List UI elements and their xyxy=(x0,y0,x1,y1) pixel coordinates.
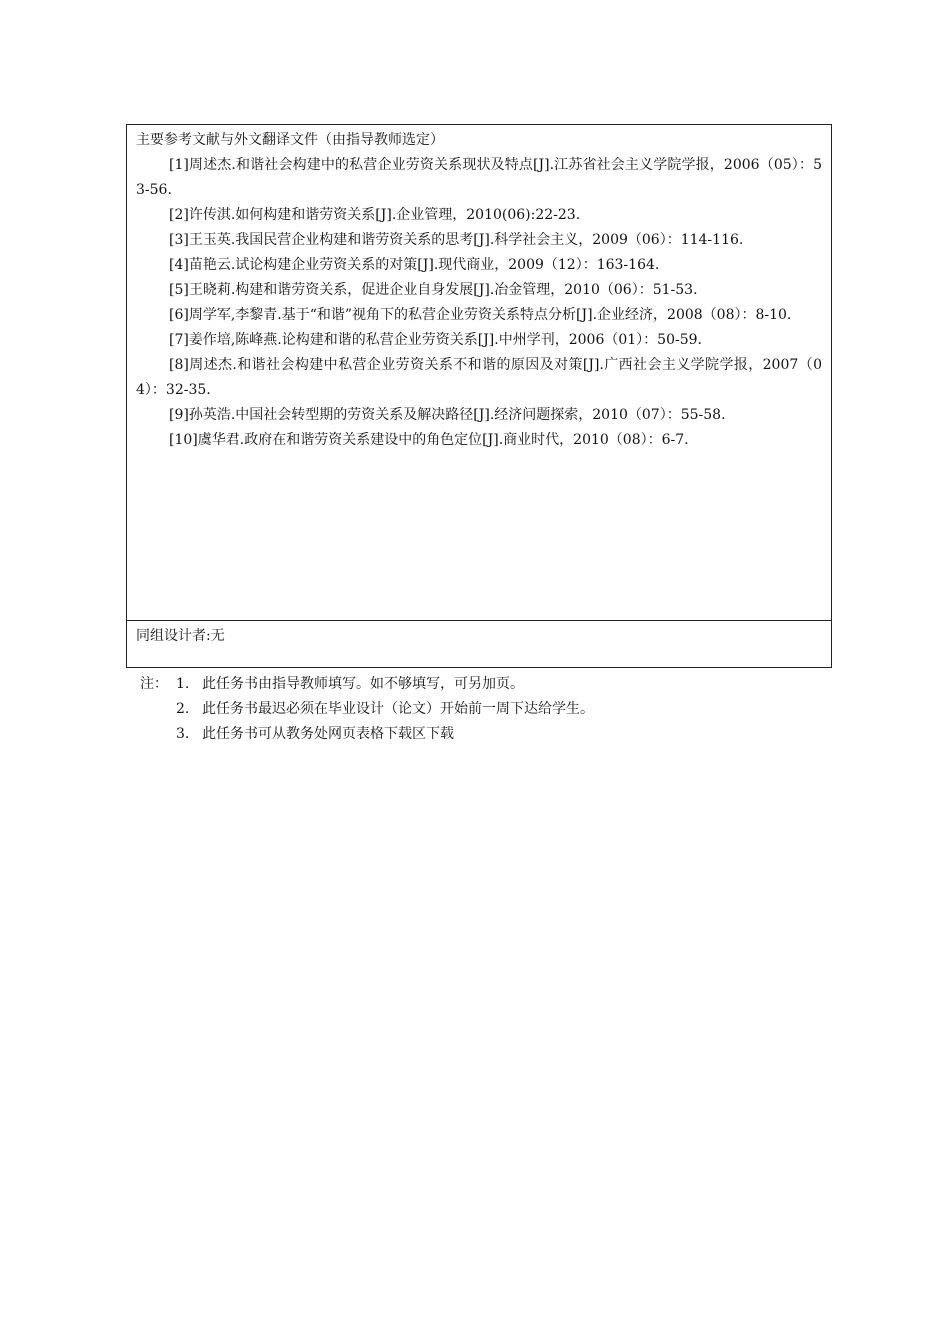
note-text: 此任务书可从教务处网页表格下载区下载 xyxy=(202,726,454,742)
reference-item: [4]苗艳云.试论构建企业劳资关系的对策[J].现代商业，2009（12）：163-164. xyxy=(169,257,660,273)
note-number: 2. xyxy=(176,701,190,717)
task-form-table xyxy=(126,124,832,668)
reference-item: [10]虞华君.政府在和谐劳资关系建设中的角色定位[J].商业时代，2010（08）：6-7. xyxy=(169,432,689,448)
reference-item: [9]孙英浩.中国社会转型期的劳资关系及解决路径[J].经济问题探索，2010（07）：55-58. xyxy=(169,407,726,423)
note-text: 此任务书最迟必须在毕业设计（论文）开始前一周下达给学生。 xyxy=(202,701,594,717)
references-cell xyxy=(127,125,831,621)
reference-item: [8]周述杰.和谐社会构建中私营企业劳资关系不和谐的原因及对策[J].广西社会主义学院学报，2007（04）：32-35. xyxy=(136,357,822,398)
reference-item: [3]王玉英.我国民营企业构建和谐劳资关系的思考[J].科学社会主义，2009（06）：114-116. xyxy=(169,232,744,248)
co-designer-cell xyxy=(127,621,831,667)
reference-item: [7]姜作培,陈峰燕.论构建和谐的私营企业劳资关系[J].中州学刊，2006（01）：50-59. xyxy=(169,332,702,348)
reference-item: [1]周述杰.和谐社会构建中的私营企业劳资关系现状及特点[J].江苏省社会主义学院学报，2006（05）：53-56. xyxy=(136,157,822,198)
co-designer-label: 同组设计者:无 xyxy=(136,628,225,644)
notes-prefix: 注： xyxy=(140,676,168,692)
note-row xyxy=(140,722,830,747)
notes-section xyxy=(140,672,830,747)
reference-item: [2]许传淇.如何构建和谐劳资关系[J].企业管理，2010(06):22-23. xyxy=(169,207,581,223)
note-row xyxy=(140,697,830,722)
note-row xyxy=(140,672,830,697)
reference-item: [6]周学军,李黎青.基于“和谐”视角下的私营企业劳资关系特点分析[J].企业经济，2008（08）：8-10. xyxy=(169,307,792,323)
note-text: 此任务书由指导教师填写。如不够填写，可另加页。 xyxy=(202,676,524,692)
reference-item: [5]王晓莉.构建和谐劳资关系，促进企业自身发展[J].冶金管理，2010（06）：51-53. xyxy=(169,282,698,298)
references-title: 主要参考文献与外文翻译文件（由指导教师选定） xyxy=(136,132,444,148)
reference-list xyxy=(136,153,822,453)
note-number: 1. xyxy=(176,676,190,692)
note-number: 3. xyxy=(176,726,190,742)
